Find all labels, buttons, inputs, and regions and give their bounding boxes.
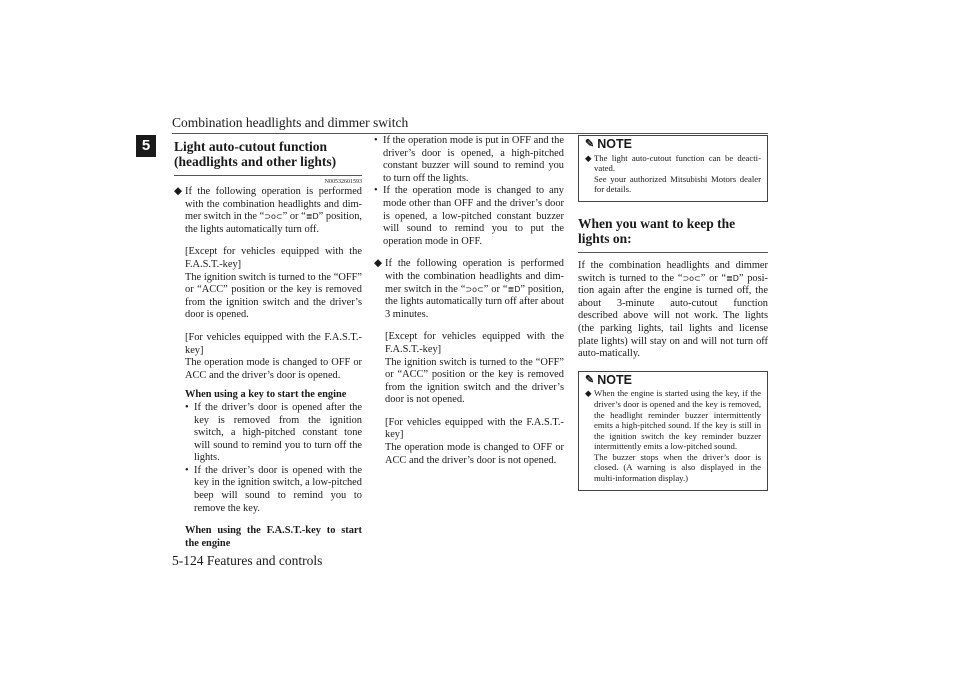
except-body: The ignition switch is turned to the “OFF” or “ACC” position or the key is removed from the ignition switch and the driver’s door is not opened. [385,356,564,406]
parking-light-icon: ⊃o⊂ [682,273,701,283]
headlight-icon: ≣D [305,212,319,222]
list-item: • If the operation mode is put in OFF and the driver’s door is opened, a high-pitched constant buzzer will sound to remind you to turn off the lights. [374,135,564,184]
column-1 [174,135,362,550]
except-label: [Except for vehicles equipped with the F.A.S.T.-key] [385,331,564,355]
page-header: Combination headlights and dimmer switch [172,115,409,130]
note-box [578,135,768,202]
note-header [579,136,761,153]
fast-key-body: The operation mode is changed to OFF or ACC and the driver’s door is not opened. [385,442,564,466]
bullet-text: If the following operation is performed with the combination headlights and dim-mer switch in the “⊃o⊂” or “≣D” position, the lights automatically turn off after about 3 minutes. [385,258,565,320]
headlight-icon: ≣D [726,273,739,283]
diamond-bullet-icon: ◆ [174,186,182,197]
keep-lights-body: If the combination headlights and dimmer switch is turned to the “⊃o⊂” or “≣D” posi-tion again after the engine is turned off, the about 3-minute auto-cutout function described above will not work. The lights (the parking lights, tail lights and license plate lights) will stay on and will not turn off auto-matically. [578,259,768,360]
note-item: ◆ When the engine is started using the key, if the driver’s door is opened and the key is removed, the headlight reminder buzzer intermittently emits a high-pitched sound. If the key is still in the ignition switch the key reminder buzzer intermittently emits a low-pitched sound. The buzzer stops when the driver’s door is closed. (A warning is also displayed in the multi-information display.) [585,388,761,484]
list-item: • If the driver’s door is opened with the key in the ignition switch, a low-pitched beep will sound to remind you to remove the key. [185,464,362,514]
list-item: • If the operation mode is changed to any mode other than OFF and the driver’s door is opened, a low-pitched constant buzzer will sound to remind you to put the operation mode in OFF. [374,185,564,247]
list-item: • If the driver’s door is opened after the key is removed from the ignition switch, a high-pitched constant tone will sound to remind you to turn off the lights. [185,401,362,464]
diamond-bullet-icon: ◆ [585,388,592,399]
subheading-key: When using a key to start the engine [185,389,347,401]
bullet-item [374,258,564,467]
column-3 [578,135,768,491]
fast-key-label: [For vehicles equipped with the F.A.S.T.-key] [185,331,362,356]
chapter-tab: 5 [136,135,156,157]
note-pencil-icon: ✎ [585,138,595,150]
subheading-fast-key: When using the F.A.S.T.-key to start the engine [185,525,362,549]
header-rule [172,133,768,134]
note-item: ◆ The light auto-cutout function can be deacti-vated. See your authorized Mitsubishi Motors dealer for details. [585,152,761,195]
bullet-text: If the following operation is performed with the combination headlights and dim-mer switch in the “⊃o⊂” or “≣D” position, the lights automatically turn off. [185,186,363,235]
note-box [578,371,768,491]
fast-key-label: [For vehicles equipped with the F.A.S.T.-key] [385,416,564,441]
note-pencil-icon: ✎ [585,373,595,386]
diamond-bullet-icon: ◆ [585,152,592,163]
fast-key-body: The operation mode is changed to OFF or ACC and the driver’s door is opened. [185,357,362,381]
note-label: NOTE [597,137,632,151]
parking-light-icon: ⊃o⊂ [465,284,484,294]
note-label: NOTE [597,372,632,387]
section-title-keep-lights: When you want to keep the lights on: [578,210,768,253]
column-2 [374,135,564,467]
headlight-icon: ≣D [507,284,521,294]
except-body: The ignition switch is turned to the “OFF” or “ACC” position or the key is removed from the ignition switch and the driver’s door is opened. [185,271,362,321]
section-code: N00532601593 [324,179,362,185]
page-footer: 5-124 Features and controls [172,553,323,568]
parking-light-icon: ⊃o⊂ [264,212,283,222]
note-header [579,372,761,389]
bullet-item [174,186,362,550]
section-title-auto-cutout: Light auto-cutout function (headlights and other lights) [174,135,362,176]
diamond-bullet-icon: ◆ [374,258,382,270]
except-label: [Except for vehicles equipped with the F.A.S.T.-key] [185,246,362,270]
